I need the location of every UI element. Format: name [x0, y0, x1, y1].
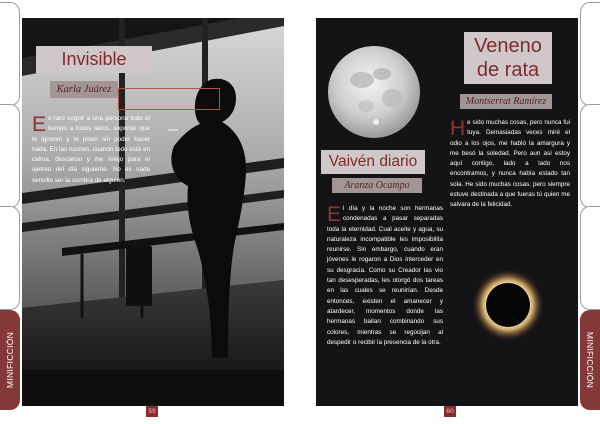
page-number-left: 59 [146, 406, 158, 417]
story-author: Karla Juárez [50, 81, 118, 98]
story-body-text: l día y la noche son hermanas condenadas a pasar separadas toda la eternidad. Cual aceite y agua, su naturaleza incompatible les imposibilita reunirse. Sin embargo, cuando eran jóvenes le rogaron a Dios interceder en su desgracia. Como su Creador las vio tan desesperadas, les otorgó dos tareas en las cuales se reunirían. Desde entonces, existen el amanecer y atardecer, momentos donde las hermanas bailan combinando sus colores, mientras se regocijan al despedir o recibir la presencia de la otra. [327, 205, 443, 346]
side-tab [0, 2, 20, 106]
story-body-vaiven [327, 204, 443, 348]
right-page [316, 18, 578, 406]
story-title: Invisible [36, 46, 152, 73]
page-number-right: 60 [444, 406, 456, 417]
drop-cap: H [450, 117, 466, 140]
side-tab [0, 104, 20, 208]
title-line-2: de rata [476, 59, 540, 81]
story-body-text: e sido muchas cosas, pero nunca fui tuya. Demasiadas veces miré el odio a los ojos, me habló la amargura y me besó la soledad. Pero aun así estoy aquí contigo, lado a lado nos encontramos, y nunca había estado tan sola. He sido muchas cosas, pero siempre estuve destinada a que fueras tú quien me salvara de la felicidad. [450, 119, 570, 209]
story-author-vaiven: Aranza Ocampo [332, 178, 422, 193]
story-body [32, 114, 150, 186]
author-highlight-frame [118, 88, 220, 110]
story-author-veneno: Montserrat Ramírez [460, 94, 552, 109]
drop-cap: E [32, 113, 47, 136]
silhouette-photo [22, 18, 284, 406]
side-tab [580, 2, 600, 106]
title-line-1: Veneno [474, 35, 542, 57]
section-tab-label: MINIFICCIÓN [585, 331, 595, 389]
section-tab-label: MINIFICCIÓN [5, 331, 15, 389]
story-title-veneno [464, 32, 552, 84]
side-tab [580, 206, 600, 310]
left-page [22, 18, 284, 406]
section-tab-left [0, 310, 20, 410]
story-title-vaiven: Vaivén diario [321, 150, 425, 174]
side-tab [580, 104, 600, 208]
side-tab [0, 206, 20, 310]
story-body-veneno [450, 118, 570, 211]
story-body-text: s raro seguir a una persona todo el tiempo a todos lados, soportar que te ignoren y te pisen sin poder hacer nada. En las noches, cuando todo está en calma, descanso y me relajo para el ajetreo del día siguiente. No es nada sencillo ser la sombra de alguien. [32, 115, 150, 184]
drop-cap: E [327, 203, 342, 226]
section-tab-right [580, 310, 600, 410]
